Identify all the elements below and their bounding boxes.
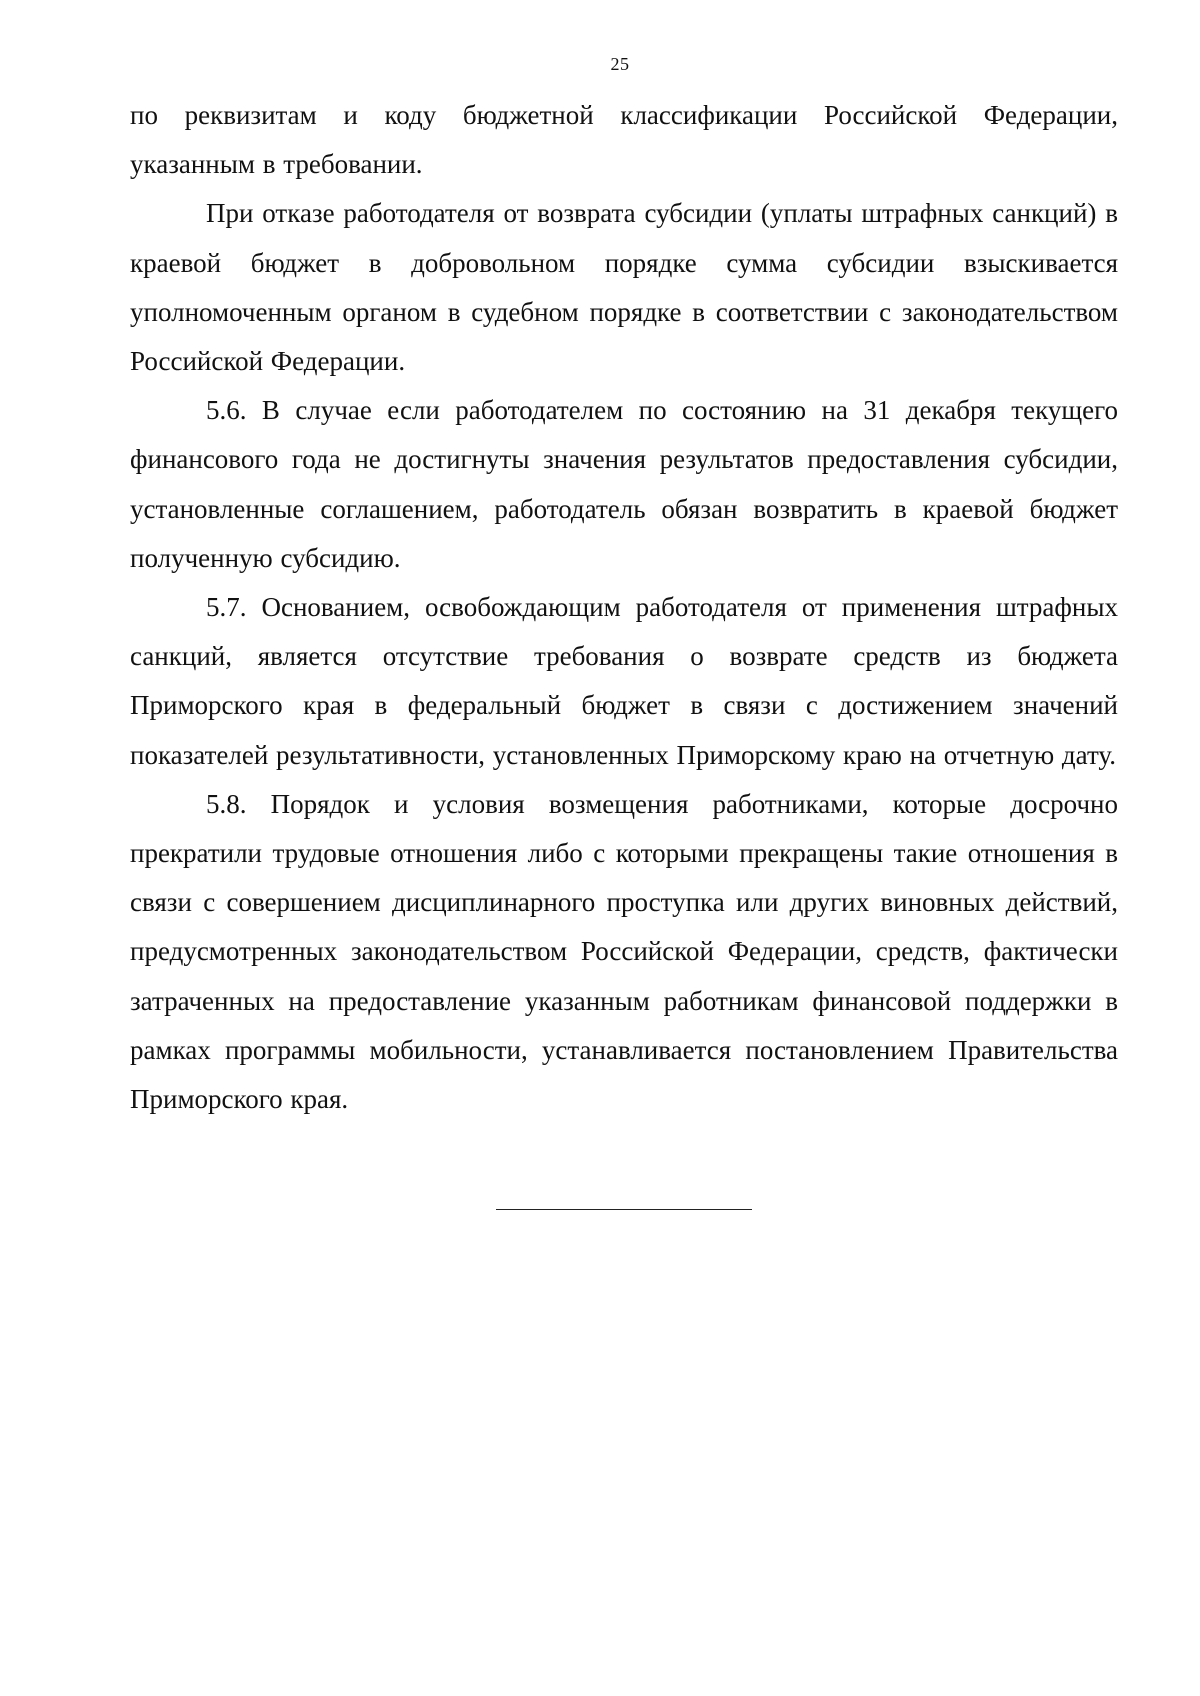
document-end-divider — [496, 1209, 752, 1210]
page-number: 25 — [610, 54, 630, 74]
paragraph-5-8: 5.8. Порядок и условия возмещения работниками, которые досрочно прекратили трудовые отношения либо с которыми прекращены такие отношения в связи с совершением дисциплинарного проступка или других виновных действий, предусмотренных законодательством Российской Федерации, средств, фактически затраченных на предоставление указанным работникам финансовой поддержки в рамках программы мобильности, устанавливается постановлением Правительства Приморского края. — [130, 788, 1118, 1115]
paragraph-5-7: 5.7. Основанием, освобождающим работодателя от применения штрафных санкций, является отсутствие требования о возврате средств из бюджета Приморского края в федеральный бюджет в связи с достижением значений показателей результативности, установленных Приморскому краю на отчетную дату. — [130, 592, 1118, 770]
paragraph-requisites: по реквизитам и коду бюджетной классификации Российской Федерации, указанным в требовании. — [130, 100, 1118, 180]
paragraph-refusal-recovery: При отказе работодателя от возврата субсидии (уплаты штрафных санкций) в краевой бюджет в добровольном порядке сумма субсидии взыскивается уполномоченным органом в судебном порядке в соответствии с законодательством Российской Федерации. — [130, 198, 1118, 377]
paragraph-5-6: 5.6. В случае если работодателем по состоянию на 31 декабря текущего финансового года не достигнуты значения результатов предоставления субсидии, установленные соглашением, работодатель обязан возвратить в краевой бюджет полученную субсидию. — [130, 395, 1118, 573]
document-body — [130, 91, 1118, 1124]
